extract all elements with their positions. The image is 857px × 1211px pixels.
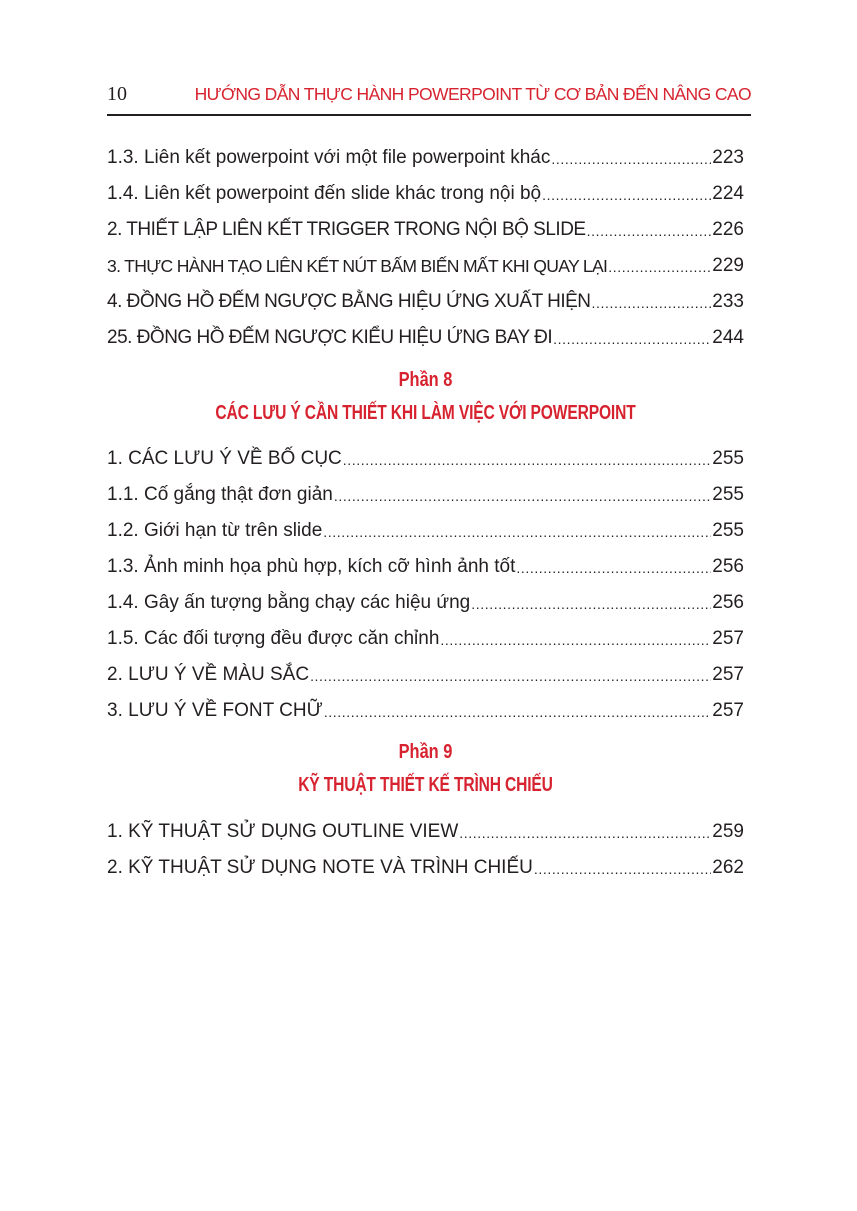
- toc-entry-text: 2. KỸ THUẬT SỬ DỤNG NOTE VÀ TRÌNH CHIẾU: [107, 857, 533, 878]
- leader-dots: [310, 664, 711, 686]
- page-number: 10: [107, 83, 127, 105]
- leader-dots: [587, 219, 712, 241]
- toc-entry-text: 4. ĐỒNG HỒ ĐẾM NGƯỢC BẰNG HIỆU ỨNG XUẤT HIỆN: [107, 291, 591, 312]
- toc-entry: [107, 696, 744, 722]
- toc-entry-text: 3. THỰC HÀNH TẠO LIÊN KẾT NÚT BẤM BIẾN MẤT KHI QUAY LẠI: [107, 256, 608, 276]
- toc-entry: [107, 480, 744, 506]
- leader-dots: [542, 183, 711, 205]
- leader-dots: [471, 592, 711, 614]
- toc-entry-page: 257: [712, 628, 744, 649]
- toc-entry-page: 256: [712, 556, 744, 577]
- toc-entry: [107, 323, 744, 349]
- toc-entry-page: 255: [712, 484, 744, 505]
- leader-dots: [459, 821, 711, 843]
- part-9-title: KỸ THUẬT THIẾT KẾ TRÌNH CHIẾU: [298, 774, 553, 796]
- toc-entry: [107, 624, 744, 650]
- toc-entry: [107, 287, 744, 313]
- toc-entry-page: 226: [712, 219, 744, 240]
- toc-entry-page: 262: [712, 857, 744, 878]
- toc-entry: [107, 660, 744, 686]
- toc-entry-page: 233: [712, 291, 744, 312]
- toc-entry: [107, 552, 744, 578]
- toc-entry-text: 1.1. Cố gắng thật đơn giản: [107, 484, 333, 505]
- toc-entry-text: 1.3. Liên kết powerpoint với một file powerpoint khác: [107, 147, 551, 168]
- toc-entry-page: 255: [712, 520, 744, 541]
- toc-entry-page: 255: [712, 448, 744, 469]
- toc-entry-text: 2. THIẾT LẬP LIÊN KẾT TRIGGER TRONG NỘI BỘ SLIDE: [107, 219, 586, 240]
- toc-entry-text: 1.5. Các đối tượng đều được căn chỉnh: [107, 628, 440, 649]
- toc-entry: [107, 143, 744, 169]
- leader-dots: [534, 857, 711, 879]
- leader-dots: [324, 700, 711, 722]
- toc-entry: [107, 516, 744, 542]
- toc-entry-text: 2. LƯU Ý VỀ MÀU SẮC: [107, 664, 310, 685]
- toc-entry-text: 1.2. Giới hạn từ trên slide: [107, 520, 323, 541]
- part-8-title: CÁC LƯU Ý CẦN THIẾT KHI LÀM VIỆC VỚI POWERPOINT: [215, 402, 636, 424]
- toc-entry: [107, 179, 744, 205]
- toc-entry-text: 1. CÁC LƯU Ý VỀ BỐ CỤC: [107, 448, 342, 469]
- toc-entry-text: 25. ĐỒNG HỒ ĐẾM NGƯỢC KIỂU HIỆU ỨNG BAY ĐI: [107, 327, 553, 348]
- toc-entry: [107, 251, 744, 277]
- toc-entry-text: 1.4. Liên kết powerpoint đến slide khác trong nội bộ: [107, 183, 542, 204]
- toc-entry-page: 229: [712, 255, 744, 276]
- toc-entry-page: 256: [712, 592, 744, 613]
- toc-entry: [107, 588, 744, 614]
- toc-entry: [107, 215, 744, 241]
- part-8-label: Phần 8: [398, 369, 453, 391]
- leader-dots: [516, 556, 711, 578]
- part-9-label: Phần 9: [398, 741, 453, 763]
- toc-entry-text: 3. LƯU Ý VỀ FONT CHỮ: [107, 700, 323, 721]
- toc-entry-text: 1.3. Ảnh minh họa phù hợp, kích cỡ hình ảnh tốt: [107, 556, 516, 577]
- toc-entry-text: 1. KỸ THUẬT SỬ DỤNG OUTLINE VIEW: [107, 821, 459, 842]
- leader-dots: [343, 448, 712, 470]
- toc-entry-page: 223: [712, 147, 744, 168]
- leader-dots: [553, 327, 711, 349]
- leader-dots: [334, 484, 711, 506]
- toc-entry: [107, 853, 744, 879]
- leader-dots: [551, 147, 711, 169]
- toc-entry-page: 244: [712, 327, 744, 348]
- toc-entry-page: 259: [712, 821, 744, 842]
- leader-dots: [608, 255, 711, 277]
- leader-dots: [592, 291, 712, 313]
- toc-entry-page: 224: [712, 183, 744, 204]
- leader-dots: [440, 628, 711, 650]
- toc-entry: [107, 817, 744, 843]
- running-book-title: HƯỚNG DẪN THỰC HÀNH POWERPOINT TỪ CƠ BẢN ĐẾN NÂNG CAO: [194, 84, 751, 104]
- toc-entry: [107, 444, 744, 470]
- toc-entry-page: 257: [712, 664, 744, 685]
- leader-dots: [323, 520, 711, 542]
- toc-entry-page: 257: [712, 700, 744, 721]
- running-header: [107, 80, 751, 116]
- toc-entry-text: 1.4. Gây ấn tượng bằng chạy các hiệu ứng: [107, 592, 471, 613]
